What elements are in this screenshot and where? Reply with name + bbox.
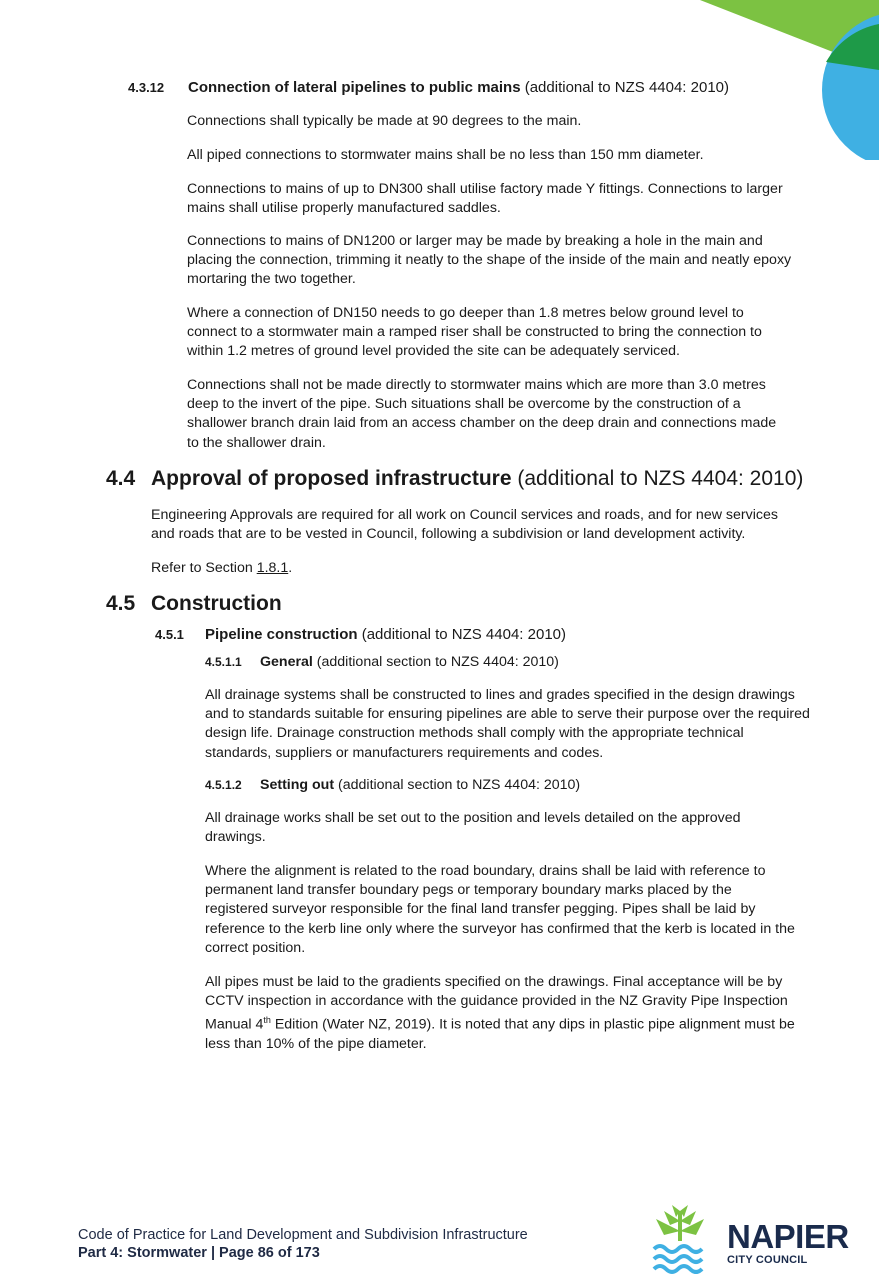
paragraph: Connections to mains of DN1200 or larger may be made by breaking a hole in the main and placing the connection, trimming it neatly to the shape of the inside of the main and neatly epoxy mortaring the two together. [187, 233, 792, 288]
heading-4-5 [106, 591, 282, 617]
paragraph-text: Edition (Water NZ, 2019). It is noted that any dips in plastic pipe alignment must be less than 10% of the pipe diameter. [205, 1017, 795, 1053]
section-number: 4.5.1.1 [205, 655, 242, 669]
logo-subtitle: CITY COUNCIL [727, 1254, 808, 1266]
paragraph: All drainage works shall be set out to the position and levels detailed on the approved drawings. [205, 810, 741, 846]
paragraph: Where the alignment is related to the road boundary, drains shall be laid with reference to permanent land transfer boundary pegs or temporary boundary marks placed by the registered surveyor responsible for the final land transfer pegging. Pipes shall be laid by reference to the kerb line only where the surveyor has confirmed that the kerb is located in the correct position. [205, 863, 795, 956]
refer-suffix: . [288, 560, 293, 576]
section-number: 4.5 [106, 592, 136, 615]
section-title: Connection of lateral pipelines to public mains [188, 79, 521, 96]
section-number: 4.4 [106, 467, 136, 490]
paragraph-text: All pipes must be laid to the gradients specified on the drawings. Final acceptance will be by CCTV inspection in accordance with the guidance provided in the NZ Gravity Pipe Inspection Manual 4 [205, 974, 788, 1034]
logo-name: NAPIER [727, 1218, 849, 1255]
heading-4-5-1-2 [205, 776, 580, 795]
page-footer [78, 1226, 528, 1262]
paragraph: All piped connections to stormwater mains shall be no less than 150 mm diameter. [187, 147, 704, 163]
section-suffix: (additional section to NZS 4404: 2010) [312, 654, 559, 670]
section-number: 4.3.12 [128, 80, 165, 95]
heading-4-5-1 [155, 625, 566, 645]
section-suffix: (additional section to NZS 4404: 2010) [334, 777, 581, 793]
paragraph: All drainage systems shall be constructed to lines and grades specified in the design drawings and to standards suitable for ensuring pipelines are able to serve their purpose over the required design life. Drainage construction methods shall comply with the appropriate technical standards, suppliers or manufacturers requirements and codes. [205, 687, 810, 761]
footer-doc-title: Code of Practice for Land Development and Subdivision Infrastructure [78, 1227, 528, 1243]
section-suffix: (additional to NZS 4404: 2010) [357, 626, 566, 643]
section-title: Construction [151, 592, 282, 615]
paragraph: Engineering Approvals are required for all work on Council services and roads, and for new services and roads that are to be vested in Council, following a subdivision or land development activity. [151, 507, 778, 543]
paragraph: Where a connection of DN150 needs to go deeper than 1.8 metres below ground level to connect to a stormwater main a ramped riser shall be constructed to bring the connection to within 1.2 metres of ground level provided the site can be adequately serviced. [187, 305, 762, 360]
footer-page-info: Part 4: Stormwater | Page 86 of 173 [78, 1245, 320, 1261]
section-number: 4.5.1.2 [205, 778, 242, 792]
heading-4-3-12 [128, 78, 729, 98]
paragraph: Connections shall typically be made at 90 degrees to the main. [187, 113, 582, 129]
section-number: 4.5.1 [155, 627, 184, 642]
refer-paragraph [151, 559, 801, 578]
section-title: General [260, 654, 313, 670]
section-title: Approval of proposed infrastructure [151, 467, 512, 490]
paragraph: Connections to mains of up to DN300 shall utilise factory made Y fittings. Connections to larger mains shall utilise properly manufactured saddles. [187, 181, 783, 217]
section-suffix: (additional to NZS 4404: 2010) [511, 467, 804, 490]
superscript: th [263, 1015, 271, 1026]
refer-text: Refer to Section [151, 560, 257, 576]
paragraph [205, 973, 805, 1055]
section-suffix: (additional to NZS 4404: 2010) [520, 79, 730, 96]
heading-4-4 [106, 466, 803, 492]
section-title: Pipeline construction [205, 626, 358, 643]
section-link[interactable]: 1.8.1 [256, 560, 289, 576]
section-title: Setting out [260, 777, 335, 793]
heading-4-5-1-1 [205, 653, 559, 672]
logo-wordmark [727, 1220, 849, 1266]
paragraph: Connections shall not be made directly to stormwater mains which are more than 3.0 metres deep to the invert of the pipe. Such situations shall be overcome by the construction of a shallower branch drain laid from an access chamber on the deep drain and connections made to the shallower drain. [187, 377, 777, 451]
